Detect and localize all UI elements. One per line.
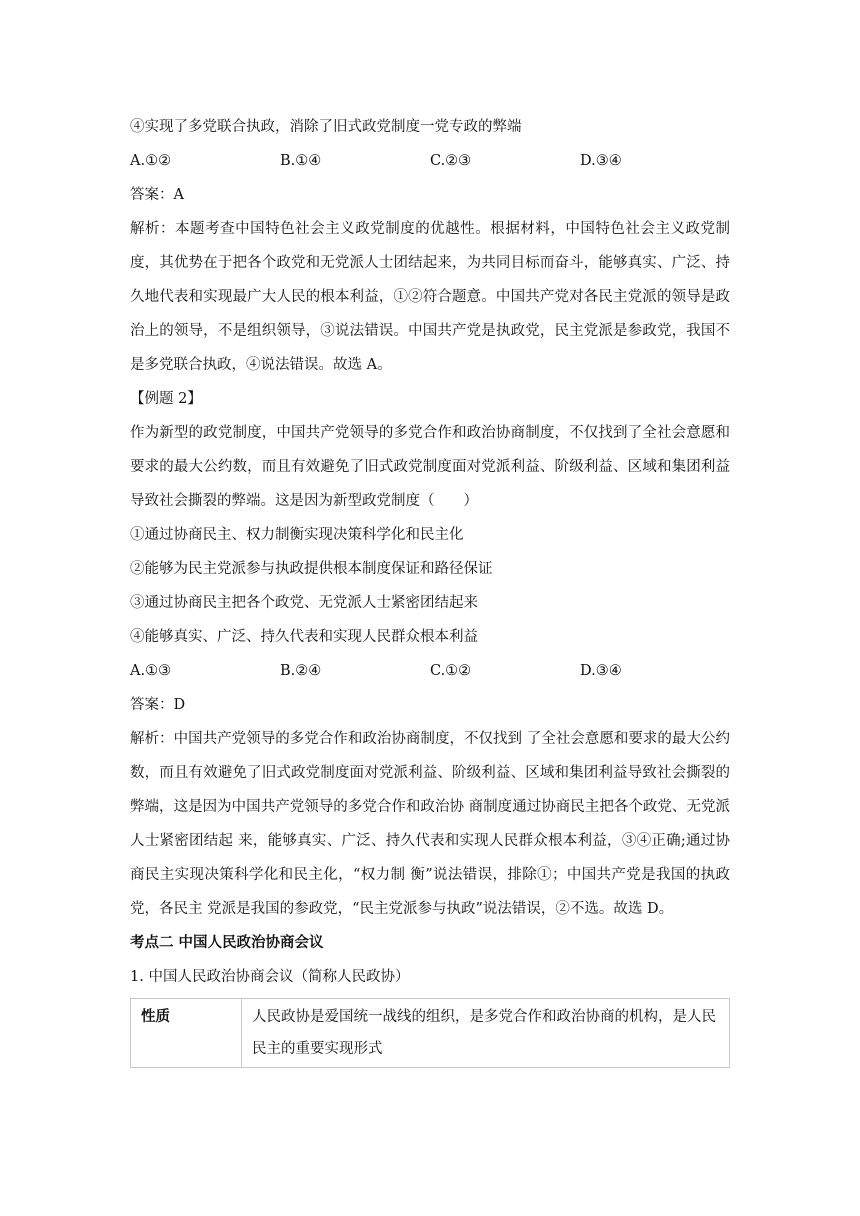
q1-option-a: A.①② <box>130 153 172 169</box>
q1-analysis: 解析：本题考查中国特色社会主义政党制度的优越性。根据材料，中国特色社会主义政党制度，其优势在于把各个政党和无党派人士团结起来，为共同目标而奋斗，能够真实、广泛、持久地代表和实现最广大人民的根本利益，①②符合题意。中国共产党对各民主党派的领导是政治上的领导，不是组织领导，③说法错误。中国共产党是执政党，民主党派是参政党，我国不是多党联合执政，④说法错误。故选 A。 <box>130 221 730 373</box>
q2-analysis: 解析：中国共产党领导的多党合作和政治协商制度，不仅找到 了全社会意愿和要求的最大公约数，而且有效避免了旧式政党制度面对党派利益、阶级利益、区域和集团利益导致社会撕裂的弊端，这是因为中国共产党领导的多党合作和政治协 商制度通过协商民主把各个政党、无党派人士紧密团结起 来，能够真实、广泛、持久代表和实现人民群众根本利益，③④正确;通过协商民主实现决策科学化和民主化，“权力制 衡”说法错误，排除①；中国共产党是我国的执政党，各民主 党派是我国的参政党，“民主党派参与执政”说法错误，②不选。故选 D。 <box>130 731 730 917</box>
q2-option-b: B.②④ <box>280 663 322 679</box>
q2-answer: 答案：D <box>130 697 186 713</box>
q2-item-3: ③通过协商民主把各个政党、无党派人士紧密团结起来 <box>130 595 478 611</box>
q1-option-c: C.②③ <box>430 153 472 169</box>
q2-option-c: C.①② <box>430 663 472 679</box>
section-subtitle: 1. 中国人民政治协商会议（简称人民政协） <box>130 969 410 985</box>
q1-options <box>130 144 730 178</box>
q2-heading: 【例题 2】 <box>130 391 202 407</box>
q1-item-4: ④实现了多党联合执政，消除了旧式政党制度一党专政的弊端 <box>130 119 522 135</box>
table-key-cell: 性质 <box>131 999 242 1068</box>
q2-option-d: D.③④ <box>580 663 622 679</box>
document-content <box>130 110 730 1068</box>
q1-answer: 答案：A <box>130 187 184 203</box>
q2-item-4: ④能够真实、广泛、持久代表和实现人民群众根本利益 <box>130 629 478 645</box>
q2-item-1: ①通过协商民主、权力制衡实现决策科学化和民主化 <box>130 527 464 543</box>
q2-stem: 作为新型的政党制度，中国共产党领导的多党合作和政治协商制度，不仅找到了全社会意愿和要求的最大公约数，而且有效避免了旧式政党制度面对党派利益、阶级利益、区域和集团利益导致社会撕裂的弊端。这是因为新型政党制度（ ） <box>130 425 730 509</box>
q2-options <box>130 654 730 688</box>
table-value-cell: 人民政协是爱国统一战线的组织，是多党合作和政治协商的机构，是人民民主的重要实现形式 <box>242 999 730 1068</box>
table-row <box>131 999 730 1068</box>
cppcc-table <box>130 998 730 1068</box>
q2-option-a: A.①③ <box>130 663 172 679</box>
q1-option-d: D.③④ <box>580 153 622 169</box>
q1-option-b: B.①④ <box>280 153 322 169</box>
section-title: 考点二 中国人民政治协商会议 <box>130 935 324 951</box>
q2-item-2: ②能够为民主党派参与执政提供根本制度保证和路径保证 <box>130 561 493 577</box>
